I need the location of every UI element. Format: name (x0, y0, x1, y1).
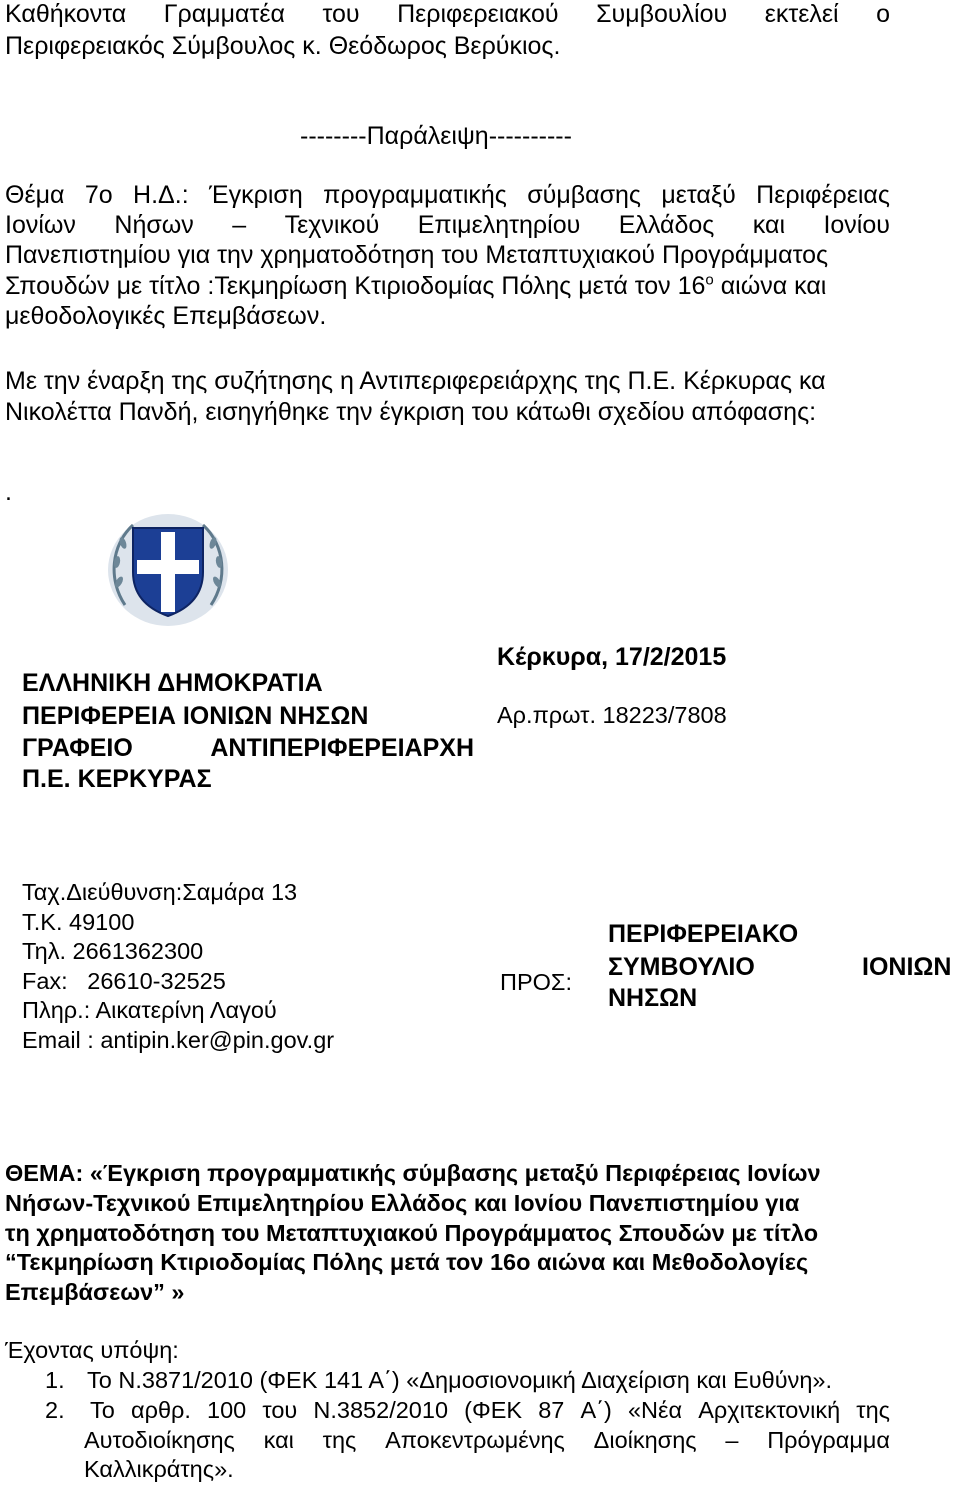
discussion-line-2: Νικολέττα Πανδή, εισηγήθηκε την έγκριση του κάτωθι σχεδίου απόφασης: (5, 398, 817, 426)
word: Πρόγραμμα (767, 1427, 890, 1453)
word: της (322, 1427, 357, 1453)
text: αιώνα και (713, 272, 827, 300)
item-line-2 (5, 211, 890, 240)
letterhead-unit: Π.Ε. ΚΕΡΚΥΡΑΣ (22, 765, 212, 793)
word: – (725, 1427, 739, 1453)
list-item-2-line-2 (84, 1427, 890, 1454)
list-item-1-text: Το Ν.3871/2010 (ΦΕΚ 141 Α΄) «Δημοσιονομική Διαχείριση και Ευθύνη». (87, 1367, 833, 1393)
subject-line-5: Επεμβάσεων” » (5, 1279, 185, 1305)
subject-line-3: τη χρηματοδότηση του Μεταπτυχιακού Προγράμματος Σπουδών με τίτλο (5, 1220, 819, 1246)
intro-line-1 (5, 0, 890, 29)
word: Νήσων (114, 211, 194, 239)
word: και (263, 1427, 294, 1453)
list-item-1-number: 1. (45, 1367, 65, 1393)
recipient-line-2a: ΣΥΜΒΟΥΛΙΟ (608, 953, 755, 981)
word: του (322, 0, 360, 28)
item-line-1 (5, 181, 890, 210)
word: Αποκεντρωμένης (385, 1427, 565, 1453)
word: – (232, 211, 247, 239)
subject-line-1: ΘΕΜΑ: «Έγκριση προγραμματικής σύμβασης μεταξύ Περιφέρειας Ιονίων (5, 1160, 821, 1186)
list-item-2-line-3: Καλλικράτης». (84, 1456, 234, 1482)
word: και (752, 211, 785, 239)
word: Α΄) (580, 1397, 612, 1423)
word: Έγκριση (209, 181, 303, 209)
contact-email: Email : antipin.ker@pin.gov.gr (22, 1026, 335, 1053)
word: Ιονίου (823, 211, 890, 239)
word: της (856, 1397, 890, 1423)
letterhead-org-line-1: ΕΛΛΗΝΙΚΗ ΔΗΜΟΚΡΑΤΙΑ (22, 669, 323, 697)
place-date: Κέρκυρα, 17/2/2015 (497, 643, 727, 671)
stray-dot: . (5, 478, 12, 506)
word: Καθήκοντα (5, 0, 127, 28)
intro-line-2: Περιφερειακός Σύμβουλος κ. Θεόδωρος Βερύκιος. (5, 32, 561, 60)
recipient-line-2b: ΙΟΝΙΩΝ (862, 953, 952, 981)
word: «Νέα (627, 1397, 683, 1423)
word: Ν.3852/2010 (313, 1397, 449, 1423)
word: (ΦΕΚ (464, 1397, 523, 1423)
word: Το (90, 1397, 115, 1423)
word: 7ο (84, 181, 113, 209)
item-line-4 (5, 272, 826, 301)
greek-coat-of-arms-icon (103, 510, 233, 633)
contact-postcode: Τ.Κ. 49100 (22, 908, 135, 935)
word: 87 (538, 1397, 565, 1423)
omission-marker: --------Παράλειψη---------- (300, 122, 572, 150)
text: Σπουδών με τίτλο :Τεκμηρίωση Κτιριοδομίας Πόλης μετά τον 16 (5, 272, 706, 300)
word: Διοίκησης (593, 1427, 697, 1453)
word: Ελλάδος (618, 211, 715, 239)
word: Τεχνικού (284, 211, 380, 239)
word: του (262, 1397, 298, 1423)
word: Περιφερειακού (397, 0, 559, 28)
word: Ιονίων (5, 211, 76, 239)
considering-heading: Έχοντας υπόψη: (5, 1337, 179, 1363)
subject-line-2: Νήσων-Τεχνικού Επιμελητηρίου Ελλάδος και Ιονίου Πανεπιστημίου για (5, 1190, 800, 1216)
contact-fax: Fax: 26610-32525 (22, 967, 226, 994)
discussion-line-1: Με την έναρξη της συζήτησης η Αντιπεριφερειάρχης της Π.Ε. Κέρκυρας κα (5, 367, 826, 395)
word: Επιμελητηρίου (417, 211, 581, 239)
contact-info: Πληρ.: Αικατερίνη Λαγού (22, 997, 277, 1023)
list-item-2-line-1 (90, 1397, 890, 1424)
subject-line-4: “Τεκμηρίωση Κτιριοδομίας Πόλης μετά τον 16ο αιώνα και Μεθοδολογίες (5, 1249, 809, 1275)
word: Γραμματέα (163, 0, 285, 28)
letterhead-office (22, 733, 474, 764)
to-label: ΠΡΟΣ: (500, 969, 572, 995)
recipient-line-3: ΝΗΣΩΝ (608, 984, 698, 1012)
word: Αρχιτεκτονική (698, 1397, 841, 1423)
word: 100 (207, 1397, 247, 1423)
item-line-5: μεθοδολογικές Επεμβάσεων. (5, 302, 327, 330)
word: αρθρ. (130, 1397, 191, 1423)
word: ο (876, 0, 890, 28)
word: Περιφέρειας (756, 181, 890, 209)
recipient-line-1: ΠΕΡΙΦΕΡΕΙΑΚΟ (608, 920, 799, 948)
word: σύμβασης (527, 181, 641, 209)
word: εκτελεί (764, 0, 839, 28)
superscript: ο (705, 271, 714, 289)
word: Θέμα (5, 181, 65, 209)
contact-block (22, 878, 334, 1055)
word: μεταξύ (661, 181, 736, 209)
contact-phone: Τηλ. 2661362300 (22, 938, 204, 964)
word: Συμβουλίου (596, 0, 728, 28)
contact-address: Ταχ.Διεύθυνση:Σαμάρα 13 (22, 879, 298, 905)
word: Η.Δ.: (133, 181, 189, 209)
protocol-number: Αρ.πρωτ. 18223/7808 (497, 702, 727, 728)
word: ΑΝΤΙΠΕΡΙΦΕΡΕΙΑΡΧΗ (210, 734, 474, 762)
letterhead-org-line-2: ΠΕΡΙΦΕΡΕΙΑ ΙΟΝΙΩΝ ΝΗΣΩΝ (22, 702, 369, 730)
item-line-3: Πανεπιστημίου για την χρηματοδότηση του Μεταπτυχιακού Προγράμματος (5, 241, 829, 269)
list-item-2-number: 2. (45, 1397, 65, 1423)
word: ΓΡΑΦΕΙΟ (22, 734, 133, 762)
word: Αυτοδιοίκησης (84, 1427, 235, 1453)
word: προγραμματικής (323, 181, 507, 209)
